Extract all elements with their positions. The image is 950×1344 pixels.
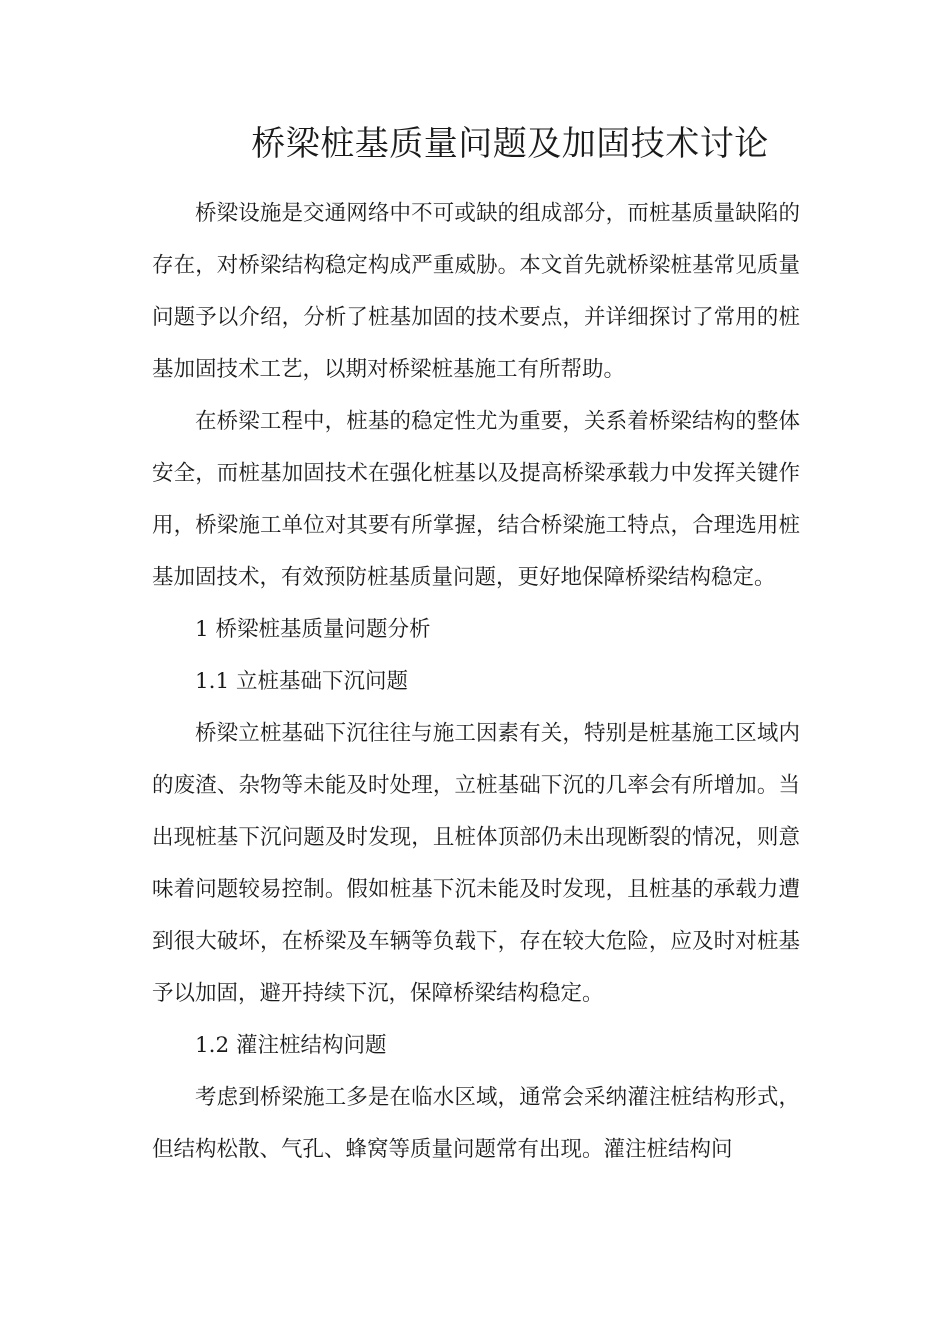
- document-body: [152, 188, 800, 1176]
- subsection-heading-1-2: 1.2 灌注桩结构问题: [195, 1033, 387, 1058]
- paragraph-cast-pile-structure: 考虑到桥梁施工多是在临水区域，通常会采纳灌注桩结构形式，但结构松散、气孔、蜂窝等质量问题常有出现。灌注桩结构问: [152, 1085, 800, 1162]
- paragraph-foundation-settlement: 桥梁立桩基础下沉往往与施工因素有关，特别是桩基施工区域内的废渣、杂物等未能及时处理，立桩基础下沉的几率会有所增加。当出现桩基下沉问题及时发现，且桩体顶部仍未出现断裂的情况，则意味着问题较易控制。假如桩基下沉未能及时发现，且桩基的承载力遭到很大破坏，在桥梁及车辆等负载下，存在较大危险，应及时对桩基予以加固，避开持续下沉，保障桥梁结构稳定。: [152, 721, 800, 1006]
- document-title: 桥梁桩基质量问题及加固技术讨论: [251, 124, 769, 164]
- paragraph-background: 在桥梁工程中，桩基的稳定性尤为重要，关系着桥梁结构的整体安全，而桩基加固技术在强化桩基以及提高桥梁承载力中发挥关键作用，桥梁施工单位对其要有所掌握，结合桥梁施工特点，合理选用桩基加固技术，有效预防桩基质量问题，更好地保障桥梁结构稳定。: [152, 409, 800, 590]
- paragraph-intro: 桥梁设施是交通网络中不可或缺的组成部分，而桩基质量缺陷的存在，对桥梁结构稳定构成严重威胁。本文首先就桥梁桩基常见质量问题予以介绍，分析了桩基加固的技术要点，并详细探讨了常用的桩基加固技术工艺，以期对桥梁桩基施工有所帮助。: [152, 201, 800, 382]
- subsection-heading-1-1: 1.1 立桩基础下沉问题: [195, 669, 409, 694]
- section-heading-1: 1 桥梁桩基质量问题分析: [195, 617, 431, 642]
